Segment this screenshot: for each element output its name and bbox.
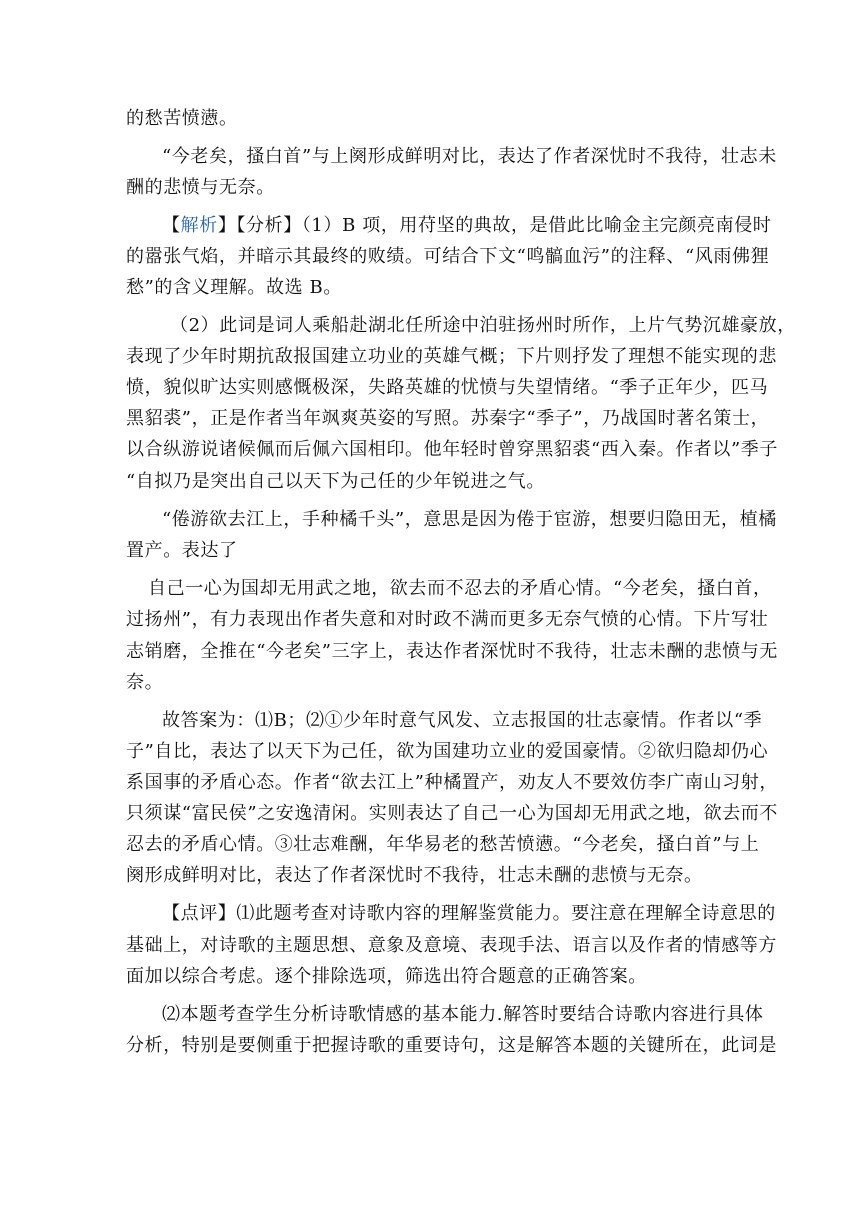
text-line: 阕形成鲜明对比，表达了作者深忧时不我待，壮志未酬的悲愤与无奈。 <box>126 865 703 886</box>
text-segment: 】【分析】（1）B 项，用苻坚的典故，是借此比喻金主完颜亮南侵时 <box>217 215 772 236</box>
text-line: 愤，貌似旷达实则感慨极深，失路英雄的忧愤与失望情绪。“季子正年少，匹马 <box>126 377 769 398</box>
text-line: 过扬州”，有力表现出作者失意和对时政不满而更多无奈气愤的心情。下片写壮 <box>126 609 769 630</box>
text-line: 子”自比，表达了以天下为己任，欲为国建功立业的爱国豪情。②欲归隐却仍心 <box>126 741 769 762</box>
text-line: 分析，特别是要侧重于把握诗歌的重要诗句，这是解答本题的关键所在，此词是 <box>126 1035 777 1056</box>
text-line: 故答案为：⑴B；⑵①少年时意气风发、立志报国的壮志豪情。作者以“季 <box>162 710 763 731</box>
text-line: 面加以综合考虑。逐个排除选项，筛选出符合题意的正确答案。 <box>126 966 647 987</box>
text-line: 自己一心为国却无用武之地，欲去而不忍去的矛盾心情。“今老矣，搔白首， <box>148 578 772 599</box>
text-segment: 【 <box>162 215 181 236</box>
text-line: “今老矣，搔白首”与上阕形成鲜明对比，表达了作者深忧时不我待，壮志未 <box>162 146 777 167</box>
text-line: 黑貂裘”，正是作者当年飒爽英姿的写照。苏秦字“季子”，乃战国时著名策士， <box>126 408 770 429</box>
text-line: 奈。 <box>126 672 164 693</box>
text-line: 表现了少年时期抗敌报国建立功业的英雄气概；下片则抒发了理想不能实现的悲 <box>126 346 777 367</box>
text-line: 的愁苦愤懑。 <box>126 108 238 129</box>
text-line: 志销磨，全推在“今老矣”三字上，表达作者深忧时不我待，壮志未酬的悲愤与无 <box>126 641 779 662</box>
text-line: “自拟乃是突出自己以天下为己任的少年锐进之气。 <box>126 471 545 492</box>
text-line: 以合纵游说诸候佩而后佩六国相印。他年轻时曾穿黑貂裘“西入秦。作者以”季子 <box>126 439 779 460</box>
text-line: “倦游欲去江上，手种橘千头”，意思是因为倦于宦游，想要归隐田无，植橘 <box>162 509 777 530</box>
text-line: 愁”的含义理解。故选 B。 <box>126 277 342 298</box>
text-line: 只须谋“富民侯”之安逸清闲。实则表达了自己一心为国却无用武之地，欲去而不 <box>126 803 779 824</box>
text-line: 【点评】⑴此题考查对诗歌内容的理解鉴赏能力。要注意在理解全诗意思的 <box>162 903 776 924</box>
text-line: 置产。表达了 <box>126 540 238 561</box>
text-line: 系国事的矛盾心态。作者“欲去江上”种橘置产，劝友人不要效仿李广南山习射， <box>126 772 779 793</box>
text-line: 基础上，对诗歌的主题思想、意象及意境、表现手法、语言以及作者的情感等方 <box>126 935 777 956</box>
analysis-label: 解析 <box>180 215 218 236</box>
text-line <box>162 215 771 237</box>
text-line: 忍去的矛盾心情。③壮志难酬，年华易老的愁苦愤懑。“今老矣，搔白首”与上 <box>126 834 760 855</box>
text-line: 的嚣张气焰，并暗示其最终的败绩。可结合下文“鸣髇血污”的注释、“风雨佛狸 <box>126 246 770 267</box>
text-line: 酬的悲愤与无奈。 <box>126 177 275 198</box>
text-line: （2）此词是词人乘船赴湖北任所途中泊驻扬州时所作，上片气势沉雄豪放， <box>170 315 796 336</box>
text-line: ⑵本题考查学生分析诗歌情感的基本能力.解答时要结合诗歌内容进行具体 <box>162 1004 764 1025</box>
